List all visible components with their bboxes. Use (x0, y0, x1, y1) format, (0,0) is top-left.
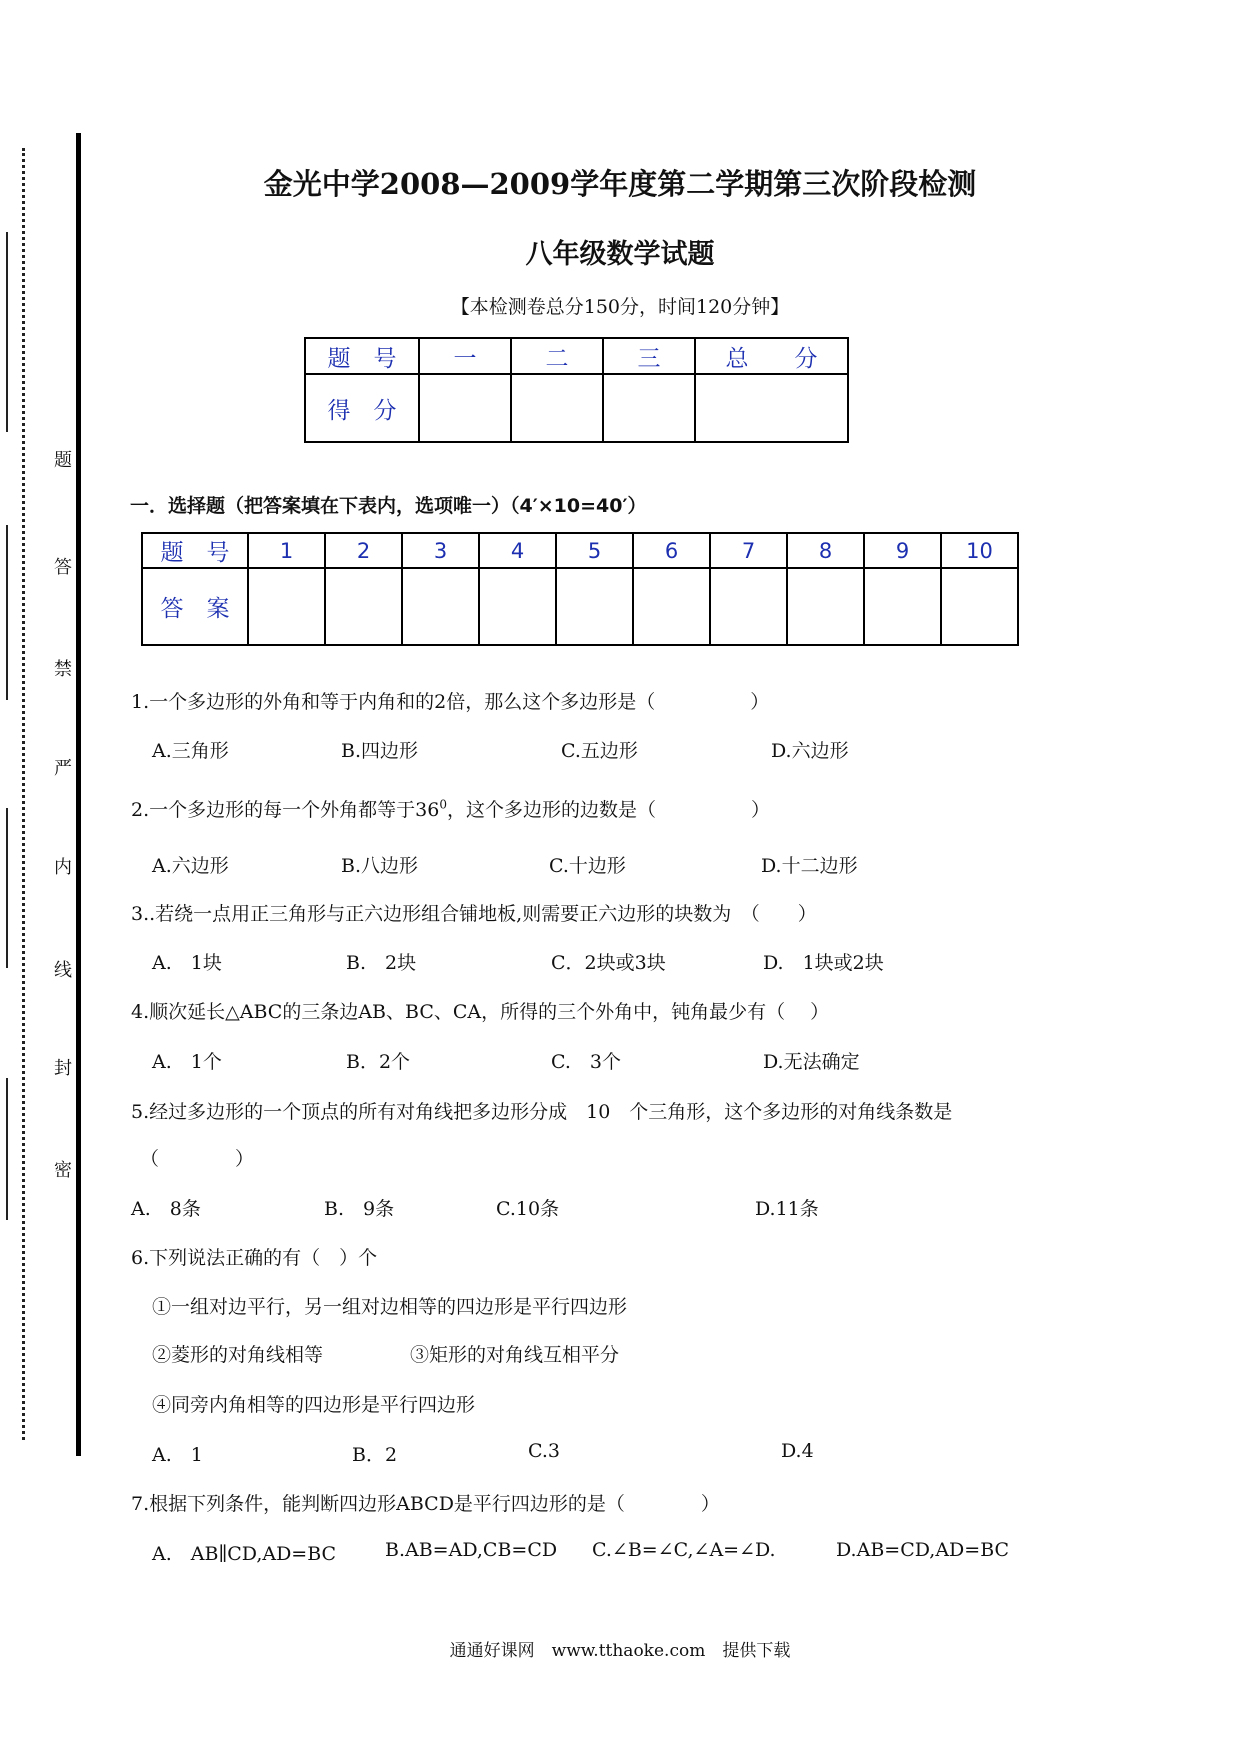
answer-cell (633, 568, 710, 645)
answer-table (141, 532, 1019, 646)
answer-number: 9 (864, 533, 941, 568)
option: C.五边形 (561, 740, 638, 762)
score-column: 三 (603, 338, 695, 374)
option: A.三角形 (152, 740, 229, 762)
option: A. AB∥CD,AD=BC (152, 1543, 337, 1565)
answer-cell (864, 568, 941, 645)
exam-note: 【本检测卷总分150分，时间120分钟】 (450, 296, 790, 318)
page-subtitle: 八年级数学试题 (525, 239, 715, 270)
answer-number: 3 (402, 533, 479, 568)
option: A. 8条 (131, 1198, 201, 1220)
answer-number: 4 (479, 533, 556, 568)
answer-number: 7 (710, 533, 787, 568)
option: B．2个 (346, 1051, 411, 1073)
answer-number: 6 (633, 533, 710, 568)
answer-cell (941, 568, 1018, 645)
binding-dotted-line (22, 148, 25, 1440)
seal-char: 线 (54, 960, 72, 981)
binding-thick-line (76, 133, 81, 1456)
score-cell (511, 374, 603, 442)
seal-char: 题 (54, 450, 72, 471)
question-7: 7.根据下列条件，能判断四边形ABCD是平行四边形的是（ ） (131, 1493, 720, 1515)
answer-cell (248, 568, 325, 645)
blank-line (6, 525, 8, 700)
score-column: 二 (511, 338, 603, 374)
answer-row-label: 答 案 (142, 568, 248, 645)
question-5: 5.经过多边形的一个顶点的所有对角线把多边形分成 10 个三角形，这个多边形的对角线条数是 (131, 1101, 953, 1123)
score-cell (695, 374, 848, 442)
answer-number: 10 (941, 533, 1018, 568)
question-6: 6.下列说法正确的有（ ）个 (131, 1247, 378, 1269)
score-cell (419, 374, 511, 442)
score-total-label: 总 分 (695, 338, 848, 374)
statement: ③矩形的对角线互相平分 (410, 1344, 620, 1366)
option: C．2块或3块 (551, 952, 666, 974)
question-2-text-end: ，这个多边形的边数是（ ） (446, 799, 770, 821)
option: D.无法确定 (763, 1051, 860, 1073)
score-header-label: 题 号 (305, 338, 419, 374)
score-column: 一 (419, 338, 511, 374)
seal-char: 禁 (54, 659, 72, 680)
statement: ②菱形的对角线相等 (152, 1344, 324, 1366)
answer-cell (479, 568, 556, 645)
answer-number: 2 (325, 533, 402, 568)
question-5-bracket: （ ） (140, 1148, 255, 1170)
answer-number: 8 (787, 533, 864, 568)
answer-cell (787, 568, 864, 645)
page-title: 金光中学2008—2009学年度第二学期第三次阶段检测 (263, 167, 977, 201)
question-2 (131, 795, 770, 822)
option: A.六边形 (152, 855, 229, 877)
section-heading: 一．选择题（把答案填在下表内，选项唯一）（4′×10=40′） (130, 495, 647, 517)
option: D.六边形 (771, 740, 849, 762)
answer-cell (556, 568, 633, 645)
seal-char: 答 (54, 557, 72, 578)
answer-cell (710, 568, 787, 645)
option: C.十边形 (549, 855, 626, 877)
seal-char: 封 (54, 1058, 72, 1079)
option: D. 1块或2块 (763, 952, 884, 974)
footer-text: 通通好课网 www.tthaoke.com 提供下载 (449, 1641, 791, 1661)
option: B．2 (352, 1444, 398, 1466)
option: C.10条 (496, 1198, 560, 1220)
seal-char: 内 (54, 857, 72, 878)
question-3: 3..若绕一点用正三角形与正六边形组合铺地板,则需要正六边形的块数为 （ ） (131, 903, 817, 925)
option: B.AB=AD,CB=CD (385, 1539, 558, 1561)
score-row-label: 得 分 (305, 374, 419, 442)
answer-number: 1 (248, 533, 325, 568)
blank-line (6, 1078, 8, 1220)
option: A. 1块 (152, 952, 222, 974)
option: B. 2块 (346, 952, 417, 974)
option: D.4 (781, 1440, 814, 1462)
option: D.AB=CD,AD=BC (836, 1539, 1010, 1561)
score-cell (603, 374, 695, 442)
score-table (304, 337, 849, 443)
option: C.∠B=∠C,∠A=∠D. (592, 1539, 776, 1561)
option: A. 1 (152, 1444, 203, 1466)
option: B.八边形 (341, 855, 419, 877)
option: D.十二边形 (761, 855, 858, 877)
option: D.11条 (755, 1198, 819, 1220)
option: C.3 (528, 1440, 560, 1462)
answer-header-label: 题 号 (142, 533, 248, 568)
statement: ④同旁内角相等的四边形是平行四边形 (152, 1394, 476, 1416)
answer-cell (325, 568, 402, 645)
degree-superscript: 0 (439, 797, 447, 812)
question-2-text: 2.一个多边形的每一个外角都等于36 (131, 799, 440, 821)
question-4: 4.顺次延长△ABC的三条边AB、BC、CA，所得的三个外角中，钝角最少有（ ） (131, 1001, 830, 1023)
statement: ①一组对边平行，另一组对边相等的四边形是平行四边形 (152, 1296, 628, 1318)
blank-line (6, 808, 8, 968)
option: A. 1个 (152, 1051, 222, 1073)
answer-number: 5 (556, 533, 633, 568)
answer-cell (402, 568, 479, 645)
seal-char: 密 (54, 1160, 72, 1181)
question-1: 1.一个多边形的外角和等于内角和的2倍，那么这个多边形是（ ） (131, 691, 770, 713)
option: B. 9条 (324, 1198, 395, 1220)
option: B.四边形 (341, 740, 419, 762)
option: C. 3个 (551, 1051, 621, 1073)
seal-char: 严 (54, 758, 72, 779)
